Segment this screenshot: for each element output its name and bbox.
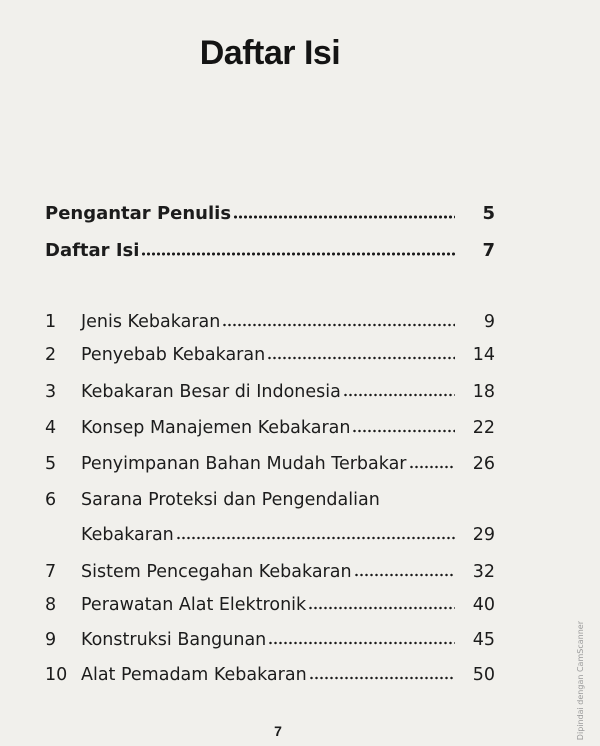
toc-page-number: 9 [483, 312, 495, 332]
toc-chapter-2 [45, 345, 495, 371]
toc-entry-daftar-isi [45, 240, 495, 266]
chapter-number: 2 [45, 345, 57, 365]
chapter-title: Sarana Proteksi dan Pengendalian [81, 490, 380, 510]
toc-chapter-7 [45, 562, 495, 588]
chapter-title: Konstruksi Bangunan [81, 630, 267, 650]
dot-leader [354, 573, 455, 577]
toc-chapter-9 [45, 630, 495, 656]
toc-chapter-8 [45, 595, 495, 621]
chapter-number: 7 [45, 562, 57, 582]
toc-chapter-6-continued [45, 525, 495, 551]
page-title: Daftar Isi [199, 34, 341, 72]
dot-leader [141, 252, 455, 256]
footer-page-number: 7 [274, 723, 282, 739]
scanner-watermark [572, 600, 588, 740]
dot-leader [233, 215, 455, 219]
dot-leader [222, 323, 455, 327]
toc-entry-label: Daftar Isi [45, 240, 140, 261]
chapter-title: Kebakaran Besar di Indonesia [81, 382, 341, 402]
chapter-title: Penyimpanan Bahan Mudah Terbakar [81, 454, 407, 474]
dot-leader [308, 606, 455, 610]
toc-page-number: 5 [482, 203, 495, 224]
chapter-title-continuation: Kebakaran [81, 525, 174, 545]
chapter-number: 3 [45, 382, 57, 402]
chapter-title: Konsep Manajemen Kebakaran [81, 418, 351, 438]
toc-entry-label: Pengantar Penulis [45, 203, 232, 224]
toc-chapter-1 [45, 312, 495, 338]
chapter-number: 9 [45, 630, 57, 650]
toc-page-number: 50 [472, 665, 495, 685]
dot-leader [352, 429, 455, 433]
dot-leader [267, 356, 455, 360]
chapter-title: Penyebab Kebakaran [81, 345, 266, 365]
toc-page-number: 14 [472, 345, 495, 365]
chapter-title: Alat Pemadam Kebakaran [81, 665, 307, 685]
chapter-title: Jenis Kebakaran [81, 312, 221, 332]
chapter-number: 4 [45, 418, 57, 438]
toc-page-number: 18 [472, 382, 495, 402]
toc-chapter-5 [45, 454, 495, 480]
dot-leader [343, 393, 455, 397]
toc-page-number: 22 [472, 418, 495, 438]
chapter-title: Perawatan Alat Elektronik [81, 595, 307, 615]
toc-page-number: 45 [472, 630, 495, 650]
dot-leader [309, 676, 455, 680]
toc-page-number: 26 [472, 454, 495, 474]
toc-page-number: 40 [472, 595, 495, 615]
toc-chapter-10 [45, 665, 495, 691]
chapter-number: 8 [45, 595, 57, 615]
toc-page-number: 29 [472, 525, 495, 545]
chapter-title: Sistem Pencegahan Kebakaran [81, 562, 352, 582]
dot-leader [176, 536, 455, 540]
chapter-number: 5 [45, 454, 57, 474]
chapter-number: 1 [45, 312, 57, 332]
chapter-number: 6 [45, 490, 57, 510]
toc-chapter-4 [45, 418, 495, 444]
toc-chapter-3 [45, 382, 495, 408]
dot-leader [268, 641, 455, 645]
toc-chapter-6 [45, 490, 390, 516]
toc-entry-pengantar-penulis [45, 203, 495, 229]
chapter-number: 10 [45, 665, 68, 685]
watermark-text: Dipindai dengan CamScanner [575, 620, 585, 740]
toc-page-number: 32 [472, 562, 495, 582]
dot-leader [409, 465, 456, 469]
toc-page-number: 7 [482, 240, 495, 261]
